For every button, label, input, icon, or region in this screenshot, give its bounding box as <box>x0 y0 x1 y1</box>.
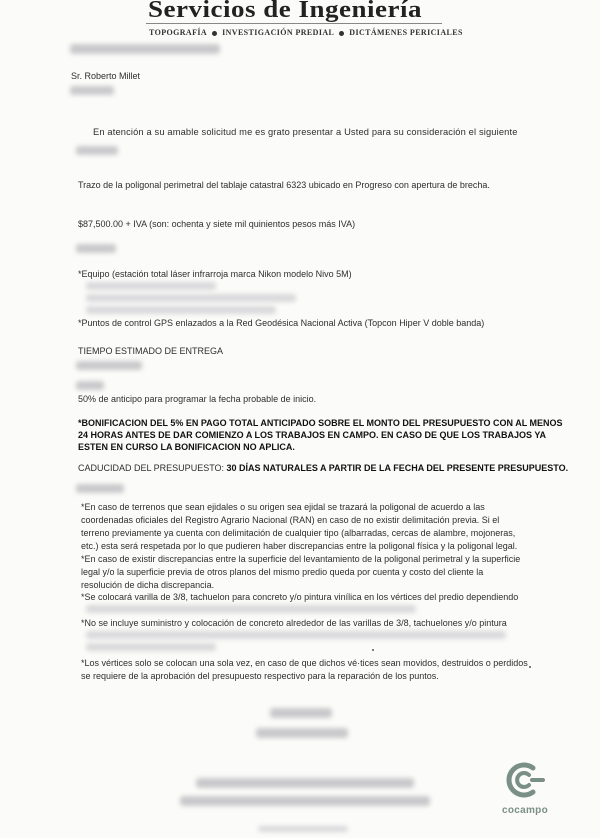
redacted-date <box>70 44 220 54</box>
recipient: Sr. Roberto Millet <box>71 71 141 81</box>
cocampo-logo-icon <box>503 760 547 800</box>
redacted-heading <box>76 484 124 493</box>
service-investigacion: INVESTIGACIÓN PREDIAL <box>222 28 335 37</box>
redacted-line <box>86 306 276 314</box>
redacted-footer <box>180 796 430 806</box>
speck <box>529 666 531 668</box>
vertices-line-2: se requiere de la aprobación del presupuesto respectivo para la reparación de los puntos. <box>81 671 439 681</box>
control-points: *Puntos de control GPS enlazados a la Red Geodésica Nacional Activa (Topcon Hiper V doble banda) <box>78 318 485 328</box>
advance-payment: 50% de anticipo para programar la fecha probable de inicio. <box>78 394 317 404</box>
redacted-signer-name <box>256 728 348 738</box>
redacted-delivery-time <box>76 361 142 370</box>
speck <box>372 649 374 651</box>
validity <box>78 463 568 474</box>
watermark-text: cocampo <box>501 805 548 816</box>
service-topografia: TOPOGRAFÍA <box>149 28 208 37</box>
work-description: Trazo de la poligonal perimetral del tablaje catastral 6323 ubicado en Progreso con apertura de brecha. <box>78 180 490 190</box>
redacted-heading <box>76 146 118 155</box>
delivery-time-label: TIEMPO ESTIMADO DE ENTREGA <box>78 346 224 356</box>
redacted-line <box>86 294 296 302</box>
vertices-line-1: *Los vértices solo se colocan una sola vez, en caso de que dichos vé·tices sean movidos, destruidos o perdidos <box>81 658 528 668</box>
services-tagline <box>149 28 463 37</box>
redacted-line <box>86 631 506 639</box>
intro-text: En atención a su amable solicitud me es grato presentar a Usted para su consideración el siguiente <box>93 127 518 137</box>
bullet-dot-icon <box>339 31 344 36</box>
redacted-signature <box>270 708 332 718</box>
cocampo-watermark <box>498 760 552 816</box>
redacted-line <box>86 605 416 613</box>
redacted-footer <box>258 826 348 832</box>
bonus-line-1: *BONIFICACION DEL 5% EN PAGO TOTAL ANTICIPADO SOBRE EL MONTO DEL PRESUPUESTO CON AL MENOS <box>78 418 563 428</box>
ejidal-line-2: coordenadas oficiales del Registro Agrario Nacional (RAN) en caso de no existir delimitación previa. Si el <box>81 515 500 525</box>
redacted-line <box>86 643 216 651</box>
validity-label: CADUCIDAD DEL PRESUPUESTO: <box>78 463 225 473</box>
ejidal-line-3: terreno previamente ya cuenta con delimitación de cualquier tipo (albarradas, cercas de alambre, mojoneras, <box>81 528 516 538</box>
validity-value: 30 DÍAS NATURALES A PARTIR DE LA FECHA DEL PRESENTE PRESUPUESTO. <box>226 463 569 473</box>
rebar-note: *Se colocará varilla de 3/8, tachuelon para concreto y/o pintura vinílica en los vértices del predio dependiendo <box>81 592 519 602</box>
redacted-footer <box>196 778 414 788</box>
company-name: Servicios de Ingeniería <box>148 0 422 23</box>
service-dictamenes: DICTÁMENES PERICIALES <box>349 28 463 37</box>
ejidal-line-1: *En caso de terrenos que sean ejidales o su origen sea ejidal se trazará la poligonal de acuerdo a las <box>81 502 485 512</box>
redacted-address <box>70 86 114 95</box>
discrepancy-line-1: *En caso de existir discrepancias entre la superficie del levantamiento de la poligonal perimetral y la superficie <box>81 554 521 564</box>
discrepancy-line-3: resolución de dicha discrepancia. <box>81 580 215 590</box>
bullet-dot-icon <box>212 31 217 36</box>
ejidal-line-4: etc.) esta será respetada por lo que pudieren haber discrepancias entre la poligonal física y la poligonal legal. <box>81 541 518 551</box>
price: $87,500.00 + IVA (son: ochenta y siete mil quinientos pesos más IVA) <box>78 219 356 229</box>
redacted-heading <box>76 381 104 390</box>
masthead-rule <box>146 23 442 24</box>
redacted-heading <box>76 244 116 253</box>
redacted-line <box>86 282 216 290</box>
discrepancy-line-2: legal y/o la superficie previa de otros planos del mismo predio queda por cuenta y costo del cliente la <box>81 567 484 577</box>
bonus-line-2: 24 HORAS ANTES DE DAR COMIENZO A LOS TRABAJOS EN CAMPO. EN CASO DE QUE LOS TRABAJOS YA <box>78 430 547 440</box>
not-included-note: *No se incluye suministro y colocación de concreto alrededor de las varillas de 3/8, tachuelones y/o pintura <box>81 618 507 628</box>
bonus-line-3: ESTEN EN CURSO LA BONIFICACION NO APLICA. <box>78 442 295 452</box>
equipment: *Equipo (estación total láser infrarroja marca Nikon modelo Nivo 5M) <box>78 269 352 279</box>
